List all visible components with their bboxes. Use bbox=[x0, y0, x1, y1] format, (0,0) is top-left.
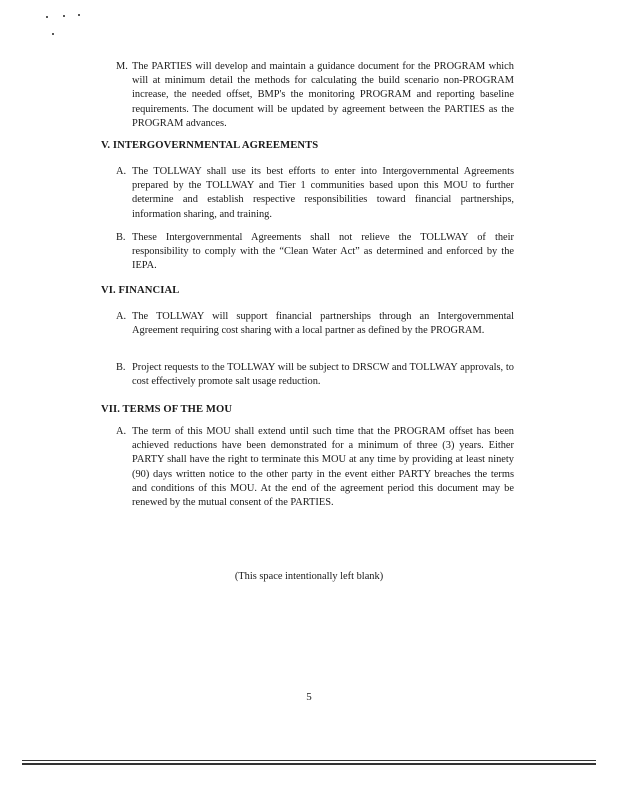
list-item bbox=[116, 165, 516, 223]
item-label: A. bbox=[116, 311, 127, 322]
list-item bbox=[116, 231, 516, 275]
section-heading: VII. TERMS OF THE MOU bbox=[101, 404, 233, 415]
section-heading: VI. FINANCIAL bbox=[101, 285, 180, 296]
item-label: A. bbox=[116, 426, 127, 437]
scan-border-line bbox=[22, 763, 596, 765]
scan-speck bbox=[52, 33, 54, 35]
section-m-item bbox=[116, 60, 516, 132]
item-text: The term of this MOU shall extend until such time that the PROGRAM offset has been achieved reductions have been demonstrated for a minimum of three (3) years. Either PARTY shall have the right to terminate this MOU at any time by providing at least ninety (90) days written notice to the other party in the event either PARTY breaches the terms and conditions of this MOU. At the end of the agreement period this document may be renewed by the mutual consent of the PARTIES. bbox=[132, 426, 514, 509]
list-item bbox=[116, 425, 516, 515]
scan-speck bbox=[63, 15, 65, 17]
item-text: These Intergovernmental Agreements shall not relieve the TOLLWAY of their responsibility to comply with the “Clean Water Act” as determined and enforced by the IEPA. bbox=[132, 232, 514, 272]
item-text: The TOLLWAY will support financial partnerships through an Intergovernmental Agreement requiring cost sharing with a local partner as defined by the PROGRAM. bbox=[132, 311, 514, 337]
item-text: The TOLLWAY shall use its best efforts to enter into Intergovernmental Agreements prepared by the TOLLWAY and Tier 1 communities based upon this MOU to further determine and establish respective responsibilities toward financial partnerships, information sharing, and training. bbox=[132, 166, 514, 220]
page-number: 5 bbox=[306, 691, 312, 703]
item-text: Project requests to the TOLLWAY will be subject to DRSCW and TOLLWAY approvals, to cost effectively promote salt usage reduction. bbox=[132, 362, 514, 388]
scan-speck bbox=[78, 14, 80, 16]
item-label: B. bbox=[116, 362, 126, 373]
item-label: A. bbox=[116, 166, 127, 177]
item-label: M. bbox=[116, 61, 128, 72]
list-item bbox=[116, 310, 516, 354]
list-item bbox=[116, 361, 516, 391]
scan-speck bbox=[46, 16, 48, 18]
section-heading: V. INTERGOVERNMENTAL AGREEMENTS bbox=[101, 140, 319, 151]
blank-space-note: (This space intentionally left blank) bbox=[234, 571, 384, 582]
item-text: The PARTIES will develop and maintain a guidance document for the PROGRAM which will at minimum detail the methods for calculating the build scenario non-PROGRAM increase, the needed offset, BMP's the monitoring PROGRAM and reporting baseline requirements. The document will be updated by agreement between the PARTIES as the PROGRAM advances. bbox=[132, 61, 514, 129]
item-label: B. bbox=[116, 232, 126, 243]
scan-border-line bbox=[22, 760, 596, 761]
